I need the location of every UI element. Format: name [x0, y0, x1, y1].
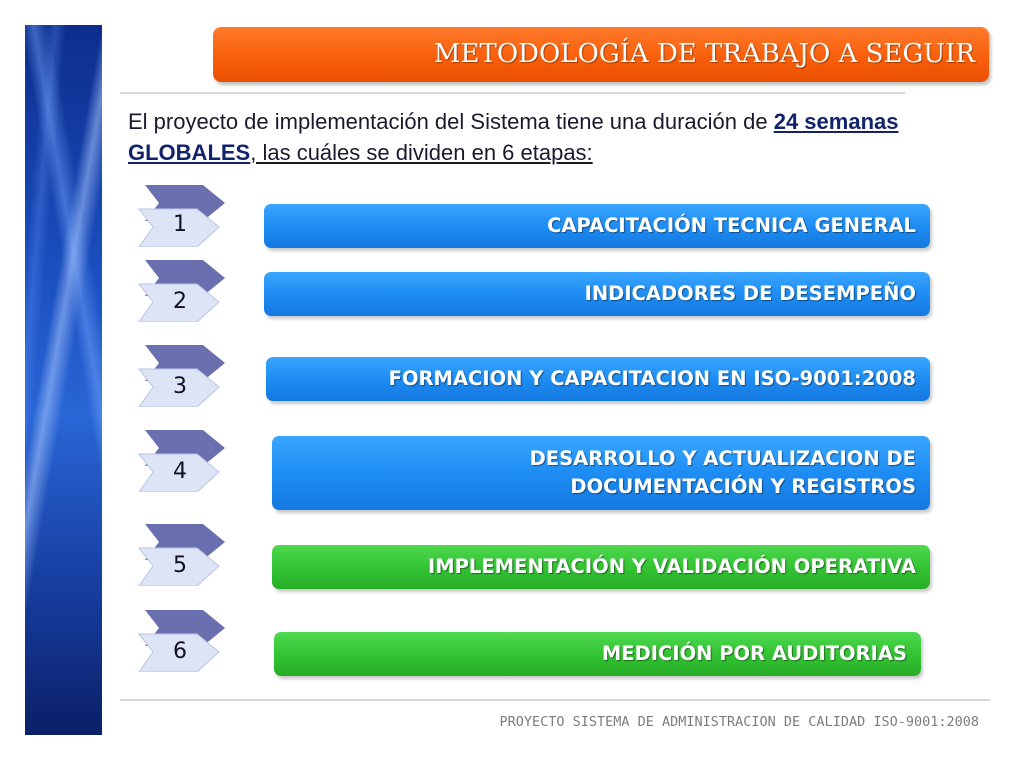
step-3-bar	[266, 357, 930, 401]
step-5-label: IMPLEMENTACIÓN Y VALIDACIÓN OPERATIVA	[427, 555, 916, 578]
step-4-arrow	[135, 430, 225, 492]
bottom-divider	[120, 699, 990, 701]
step-2-label: INDICADORES DE DESEMPEÑO	[584, 282, 916, 305]
step-6-number: 6	[173, 639, 187, 664]
intro-paragraph	[128, 106, 928, 168]
step-6-bar	[274, 632, 921, 676]
step-2-bar	[264, 272, 930, 316]
step-1-number: 1	[173, 212, 187, 237]
step-2-number: 2	[173, 289, 187, 314]
step-2-arrow	[135, 260, 225, 322]
step-3-label: FORMACION Y CAPACITACION EN ISO-9001:2008	[388, 367, 916, 390]
step-4-label-line-2: DOCUMENTACIÓN Y REGISTROS	[570, 475, 916, 498]
step-6-arrow	[135, 610, 225, 672]
step-5-arrow	[135, 524, 225, 586]
step-1-bar	[264, 204, 930, 248]
intro-text-before: El proyecto de implementación del Sistema tiene una duración de	[128, 109, 774, 134]
step-4-number: 4	[173, 459, 187, 484]
footer-text: PROYECTO SISTEMA DE ADMINISTRACION DE CALIDAD ISO-9001:2008	[499, 714, 979, 730]
top-divider	[120, 92, 905, 94]
step-3-number: 3	[173, 374, 187, 399]
step-5-bar	[272, 545, 930, 589]
step-1-arrow	[135, 185, 225, 247]
decorative-side-panel	[25, 25, 102, 735]
step-6-label: MEDICIÓN POR AUDITORIAS	[601, 642, 907, 665]
intro-text-after: , las cuáles se dividen en 6 etapas:	[250, 140, 593, 165]
intro-duration: 24 semanas GLOBALES	[128, 109, 899, 165]
slide-title: METODOLOGÍA DE TRABAJO A SEGUIR	[433, 39, 975, 69]
step-1-label: CAPACITACIÓN TECNICA GENERAL	[547, 214, 916, 237]
title-bar	[213, 27, 989, 82]
step-4-label-line-1: DESARROLLO Y ACTUALIZACION DE	[529, 447, 916, 470]
step-3-arrow	[135, 345, 225, 407]
step-4-bar	[272, 436, 930, 510]
step-5-number: 5	[173, 553, 187, 578]
